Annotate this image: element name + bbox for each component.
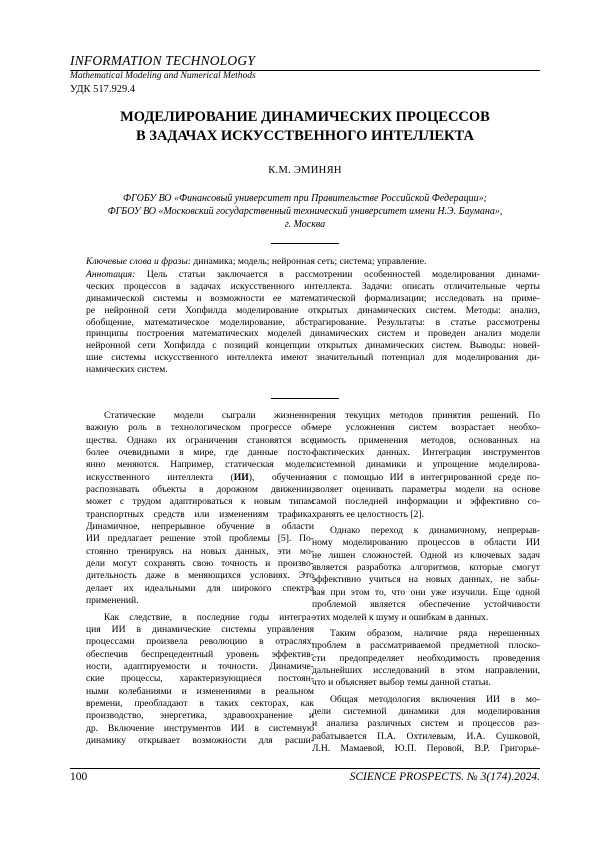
text-line: системной динамики и упрощение моделирова- [312,459,540,471]
text-line: намических систем. [86,364,168,376]
title-line: В ЗАДАЧАХ ИСКУССТВЕННОГО ИНТЕЛЛЕКТА [136,128,474,144]
text-line: обобщение, математическое моделирование, абстрагирование. Результаты: в статье рассмотрены [86,316,540,328]
text-line: важную роль в технологическом прогрессе об- [86,422,314,434]
text-line: и анализа различных систем и процессов раз- [312,718,540,730]
text-line: распознавать объекты в дорожном движении, [86,484,314,496]
text-line: ности, адаптируемости и точности. Динамиче- [86,660,314,672]
text-line: применений. [86,595,139,607]
text-line: дальнейших исследований в этом направлении, [312,664,540,676]
annotation-line [86,269,540,281]
footer-rule [70,768,540,769]
text-line: дели могут сохранять свою точность и произво- [86,558,314,570]
text-line: дели системной динамики для моделирования [312,705,540,717]
paper-title [70,108,540,146]
right-column [312,410,540,755]
text-line: принципы построения математических моделей динамических систем и проведен анализ модели [86,328,540,340]
text-line: динамику открывает возможности для расши- [86,734,314,746]
paragraph-continued [86,484,314,607]
text-fragment: искусственного интеллекта ( [86,471,234,483]
text-line: ские процессы, характеризующиеся постоян- [86,673,314,685]
text-line: проблем в рассматриваемой предметной плоско- [312,640,540,652]
paragraph [312,628,540,690]
title-line: МОДЕЛИРОВАНИЕ ДИНАМИЧЕСКИХ ПРОЦЕССОВ [120,109,490,125]
text-line: самой последней информации и эффективно со- [312,496,540,508]
keywords-text: динамика; модель; нейронная сеть; система; управление. [191,256,427,267]
text-line: шие системы искусственного интеллекта имеют значительный потенциал для моделирования ди- [86,352,540,364]
text-line: мере усложнения систем возрастает необхо- [312,422,540,434]
text-line: зволяет оценивать параметры модели на основе [312,484,540,496]
text-line: этих моделей к шуму и ошибкам в данных. [312,611,489,623]
text-line: транспортных средств или изменениям трафика. [86,508,314,520]
text-fragment: ), обученная [248,471,315,483]
text-line: дительность даже в меняющихся условиях. Это [86,570,314,582]
text-line: эффективно учиться на новых данных, не забы- [312,574,540,586]
text-line: времени, преобладают в таких секторах, как [86,697,314,709]
abstract-block [86,256,540,376]
separator-rule [271,243,339,244]
text-line: Общая методология включения ИИ в мо- [330,693,540,705]
text-line: сти предопределяет необходимость проведения [312,652,540,664]
text-line: димость применения методов, основанных на [312,434,540,446]
text-line: вая при этом то, что они уже изучили. Еще одной [312,586,540,598]
text-line: хранять ее целостность [2]. [312,508,424,520]
keywords-line [86,256,540,268]
paragraph [312,694,540,756]
text-line: Однако переход к динамичному, непрерыв- [330,525,540,537]
text-line: более очевидными в мире, где данные посто- [86,447,314,459]
text-line: производство, энергетика, здравоохранение и [86,710,314,722]
text-line: Таким образом, наличие ряда нерешенных [330,627,540,639]
author-name: К.М. ЭМИНЯН [268,165,342,176]
paragraph [86,612,314,748]
text-line: процессами произвела революцию в отраслях, [86,636,314,648]
journal-section: Mathematical Modeling and Numerical Methods [70,71,256,81]
text-line: ИИ предлагает решение этой проблемы [5]. По- [86,533,314,545]
text-line: рения текущих методов принятия решений. По [312,410,540,421]
text-line: нейронной сети Хопфилда с позиций концепции открытых динамических систем. Выводы: новей- [86,340,540,352]
text-line: может с трудом адаптироваться к новым типам [86,496,314,508]
text-line: обеспечив беспрецедентный уровень эффектив- [86,648,314,660]
text-line: проблемой является обеспечение устойчивости [312,599,540,611]
text-line: Л.Н. Мамаевой, Ю.П. Перовой, В.Р. Григорье- [312,742,540,754]
affiliation-line: ФГОБУ ВО «Финансовый университет при Правительстве Российской Федерации»; [123,193,487,204]
keywords-label: Ключевые слова и фразы: [86,256,192,267]
annotation-label: Аннотация: [86,268,136,280]
page-number: 100 [70,771,88,783]
separator-rule [271,398,339,399]
text-line: что и объясняет выбор темы данной статьи. [312,677,491,689]
text-line: ными колебаниями и изменениями в реальном [86,685,314,697]
text-line: ре нейронной сети Хопфилда моделирование открытых динамических систем. Методы: анализ, [86,304,540,316]
text-line: Динамичное, непрерывное обучение в области [86,521,314,533]
text-line: ному моделированию процессов в области ИИ [312,537,540,549]
text-line: не лишен сложностей. Одной из ключевых задач [312,549,540,561]
left-column [86,410,314,747]
text-line: янно меняются. Например, статическая модель [86,459,314,471]
affiliation-line: ФГБОУ ВО «Московский государственный технический университет имени Н.Э. Баумана», [107,206,503,217]
annotation-text: Цель статьи заключается в рассмотрении особенностей моделирования динами- [135,268,540,280]
footer-journal-issue: SCIENCE PROSPECTS. № 3(174).2024. [349,771,540,783]
text-line: фактических данных. Интеграция инструментов [312,447,540,459]
text-line: ческих процессов в задачах искусственного интеллекта. Задачи: описать отличительные черты [86,280,540,292]
text-line: Как следствие, в последние годы интегра- [104,611,314,623]
text-line: ния с помощью ИИ в интегрированной среде по- [312,471,540,483]
text-line: рабатывается П.А. Охтилевым, И.А. Сушковой, [312,730,540,742]
text-line [86,472,314,484]
annotation-body [86,281,540,376]
text-line: делает их идеальными для широкого спектра [86,582,314,594]
text-line: является разработка алгоритмов, которые смогут [312,562,540,574]
text-line: ция ИИ в динамические системы управления [86,623,314,635]
text-line: щества. Однако их ограничения становятся все [86,434,314,446]
journal-title: INFORMATION TECHNOLOGY [70,53,256,68]
paragraph [312,525,540,624]
udc-code: УДК 517.929.4 [70,84,136,95]
paragraph [86,410,314,472]
paragraph [312,410,540,521]
affiliation [70,192,540,231]
ai-abbreviation: ИИ [233,471,249,483]
text-line: стоянно тренируясь на новых данных, эти мо- [86,545,314,557]
affiliation-line: г. Москва [284,219,326,230]
text-line: динамической системы и возможности ее математической формализации; исследовать на приме- [86,292,540,304]
text-line: др. Включение инструментов ИИ в системную [86,722,314,734]
text-line: Статические модели сыграли жизненно [104,410,314,421]
